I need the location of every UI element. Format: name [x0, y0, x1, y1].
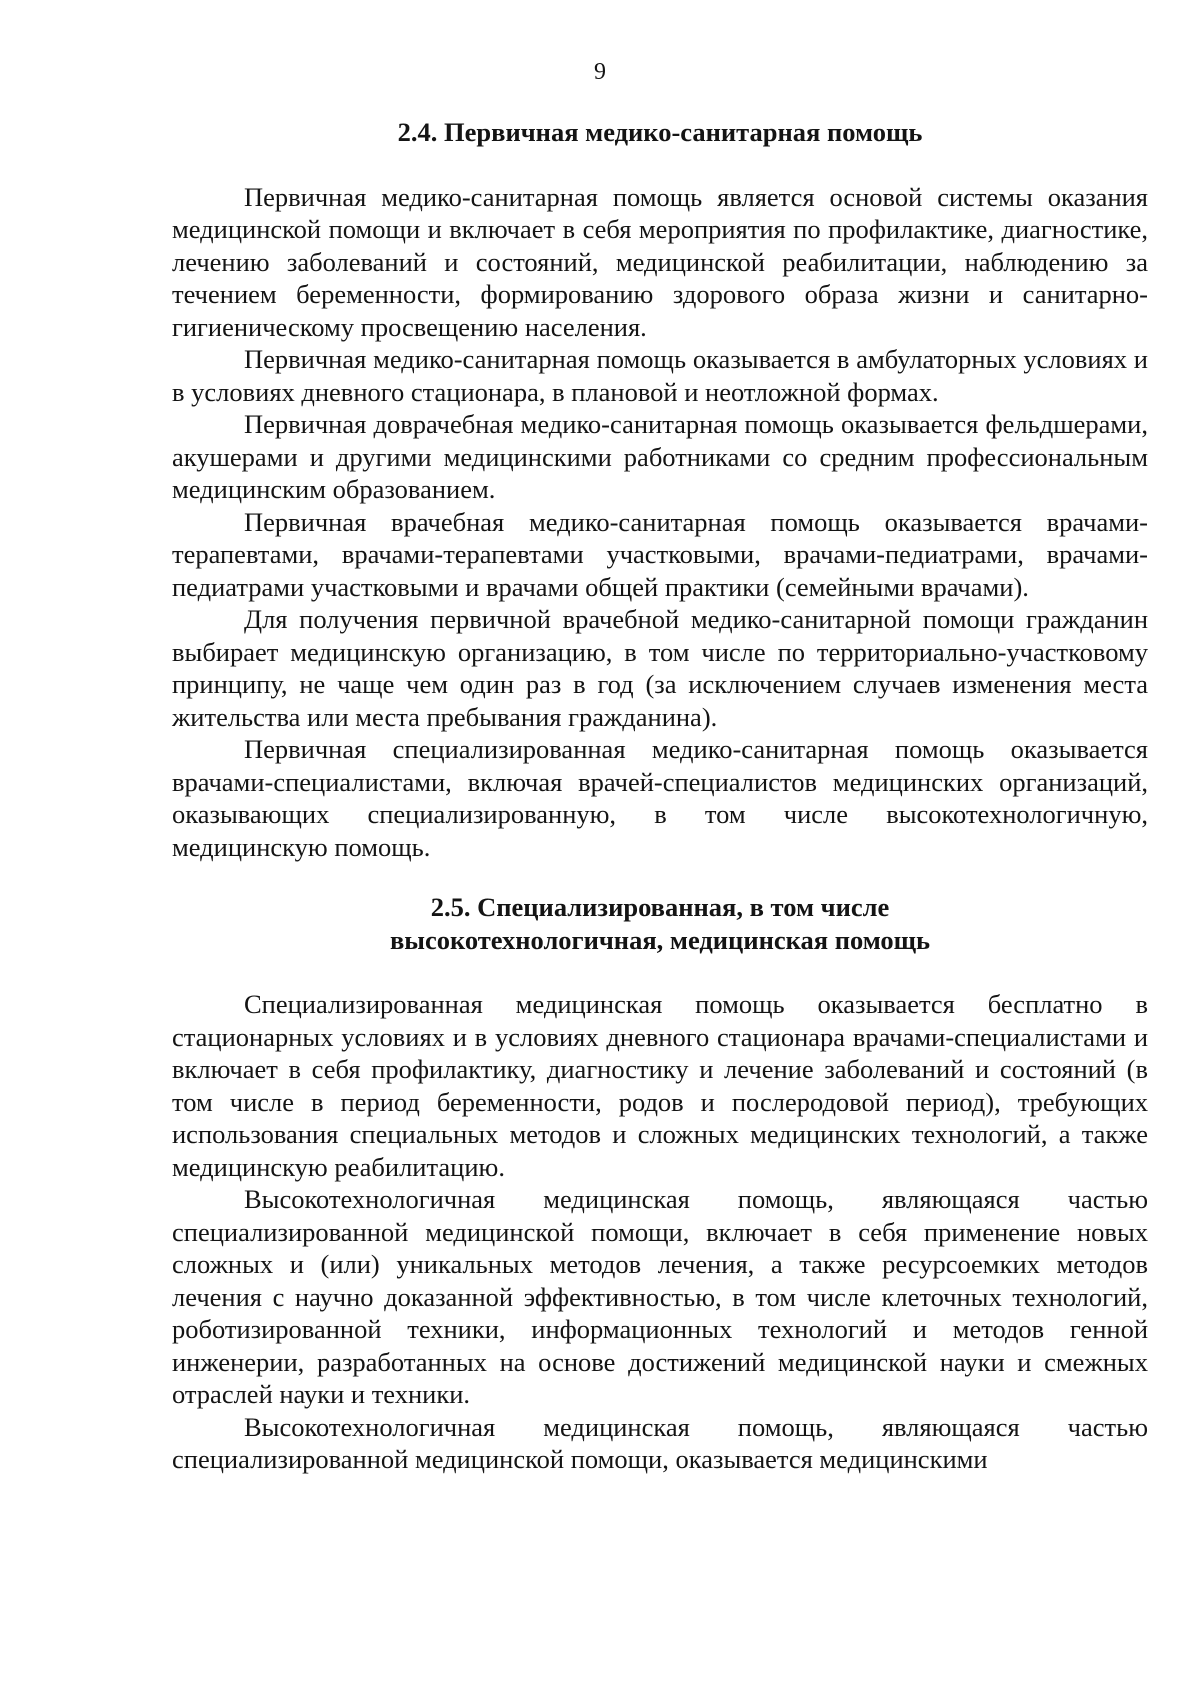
document-body	[172, 116, 1148, 1476]
page-number: 9	[594, 59, 606, 85]
paragraph-2-5-2: Высокотехнологичная медицинская помощь, являющаяся частью специализированной медицинской помощи, включает в себя применение новых сложных и (или) уникальных методов лечения, а также ресурсоемких методов лечения с научно доказанной эффективностью, в том числе клеточных технологий, роботизированной техники, информационных технологий и методов генной инженерии, разработанных на основе достижений медицинской науки и смежных отраслей науки и техники.	[172, 1184, 1148, 1409]
paragraph-2-4-5: Для получения первичной врачебной медико-санитарной помощи гражданин выбирает медицинскую организацию, в том числе по территориально-участковому принципу, не чаще чем один раз в год (за исключением случаев изменения места жительства или места пребывания гражданина).	[172, 604, 1148, 732]
paragraph-2-4-6: Первичная специализированная медико-санитарная помощь оказывается врачами-специалистами, включая врачей-специалистов медицинских организаций, оказывающих специализированную, в том числе высокотехнологичную, медицинскую помощь.	[172, 734, 1148, 862]
paragraph-2-4-4: Первичная врачебная медико-санитарная помощь оказывается врачами-терапевтами, врачами-терапевтами участковыми, врачами-педиатрами, врачами-педиатрами участковыми и врачами общей практики (семейными врачами).	[172, 506, 1148, 602]
section-heading-2-4: 2.4. Первичная медико-санитарная помощь	[397, 117, 923, 147]
paragraph-2-4-1: Первичная медико-санитарная помощь является основой системы оказания медицинской помощи и включает в себя мероприятия по профилактике, диагностике, лечению заболеваний и состояний, медицинской реабилитации, наблюдению за течением беременности, формированию здорового образа жизни и санитарно-гигиеническому просвещению населения.	[172, 181, 1148, 342]
paragraph-2-4-3: Первичная доврачебная медико-санитарная помощь оказывается фельдшерами, акушерами и другими медицинскими работниками со средним профессиональным медицинским образованием.	[172, 409, 1148, 504]
section-heading-2-5-line-2: высокотехнологичная, медицинская помощь	[389, 924, 931, 955]
paragraph-2-4-2: Первичная медико-санитарная помощь оказывается в амбулаторных условиях и в условиях дневного стационара, в плановой и неотложной формах.	[172, 344, 1148, 407]
section-heading-2-5	[172, 891, 1148, 956]
section-heading-2-5-line-1: 2.5. Специализированная, в том числе	[430, 892, 890, 922]
paragraph-2-5-3: Высокотехнологичная медицинская помощь, являющаяся частью специализированной медицинской помощи, оказывается медицинскими	[172, 1411, 1148, 1474]
paragraph-2-5-1: Специализированная медицинская помощь оказывается бесплатно в стационарных условиях и в условиях дневного стационара врачами-специалистами и включает в себя профилактику, диагностику и лечение заболеваний и состояний (в том числе в период беременности, родов и послеродовой период), требующих использования специальных методов и сложных медицинских технологий, а также медицинскую реабилитацию.	[172, 989, 1148, 1182]
